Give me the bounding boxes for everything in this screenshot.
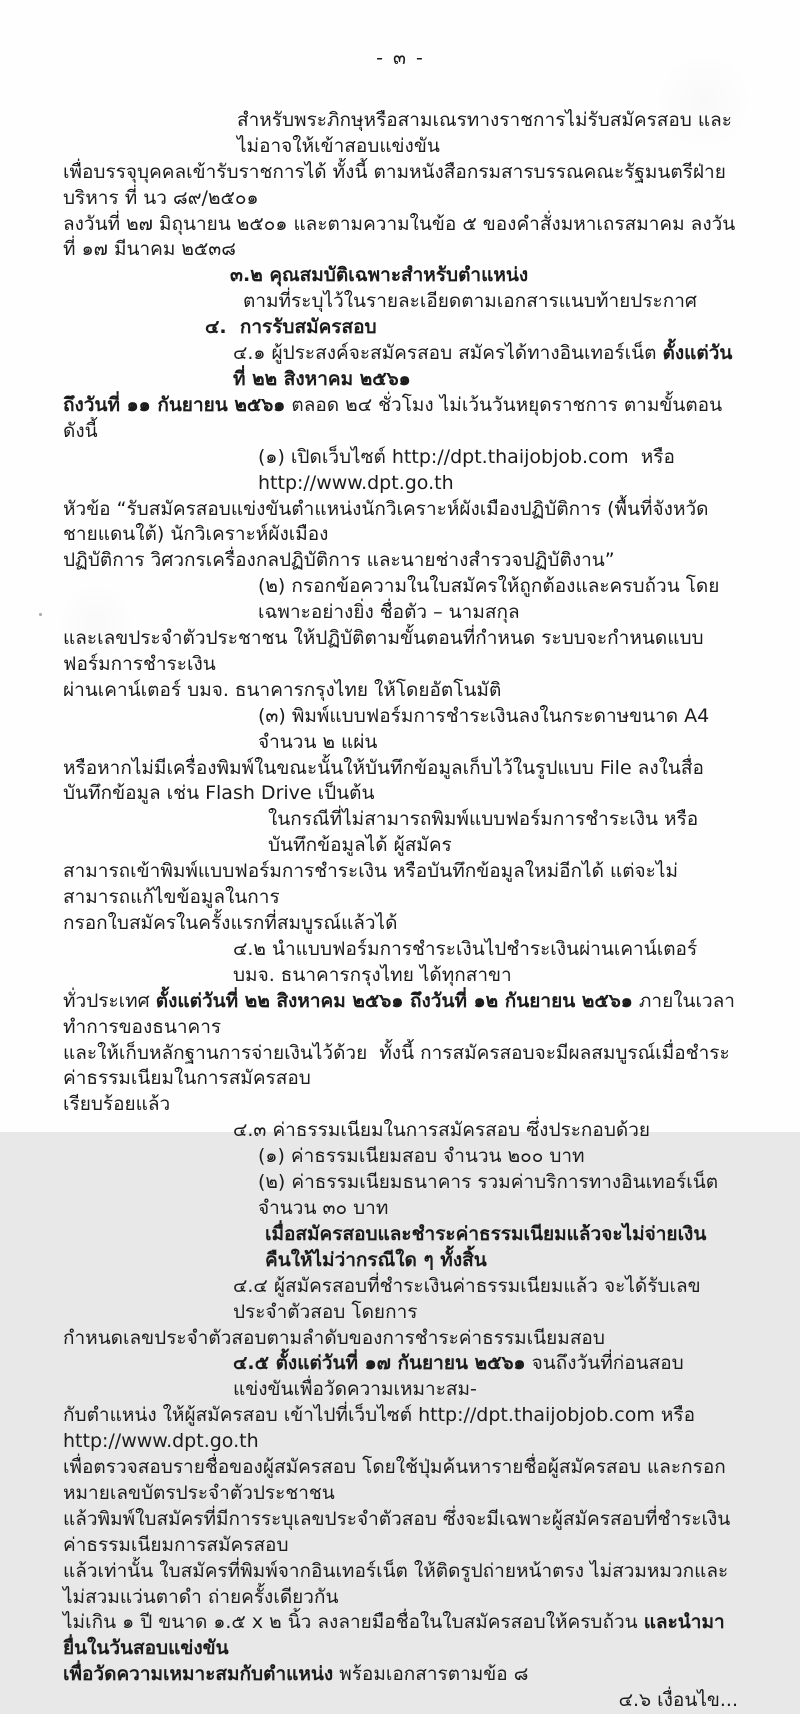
bold-text-segment: เมื่อสมัครสอบและชำระค่าธรรมเนียมแล้วจะไม่จ่ายเงินคืนให้ไม่ว่ากรณีใด ๆ ทั้งสิ้น [265,1222,707,1271]
text-segment: กับตำแหน่ง ให้ผู้สมัครสอบ เข้าไปที่เว็บไซต์ http://dpt.thaijobjob.com หรือ http://www.dpt.go.th [63,1404,702,1453]
no-refund-note [63,1222,738,1274]
text-line [63,1326,738,1352]
clause-4-5 [63,1351,738,1403]
text-line [63,212,738,264]
text-line [63,1092,738,1118]
text-segment: ๔.๑ ผู้ประสงค์จะสมัครสอบ สมัครได้ทางอินเทอร์เน็ต [233,342,663,365]
text-line [63,160,738,212]
bold-text-segment: ๔.๕ ตั้งแต่วันที่ ๑๗ กันยายน ๒๕๖๑ [233,1352,526,1375]
text-line [63,626,738,678]
bold-text-segment: เพื่อวัดความเหมาะสมกับตำแหน่ง [63,1663,334,1686]
scan-speck [39,613,42,616]
text-line [63,548,738,574]
text-line [63,108,738,160]
bold-text-segment: ๓.๒ คุณสมบัติเฉพาะสำหรับตำแหน่ง [230,264,529,287]
text-line [63,289,738,315]
text-line [63,1455,738,1507]
text-segment: หัวข้อ “รับสมัครสอบแข่งขันตำแหน่งนักวิเคราะห์ผังเมืองปฏิบัติการ (พื้นที่จังหวัดชายแดนใต้) นักวิเคราะห์ผังเมือง [63,497,709,546]
text-line [63,807,738,859]
text-line [63,989,738,1041]
bold-text-segment: ๔. การรับสมัครสอบ [205,316,377,339]
text-segment: แล้วเท่านั้น ใบสมัครที่พิมพ์จากอินเทอร์เน็ต ให้ติดรูปถ่ายหน้าตรง ไม่สวมหมวกและไม่สวมแว่นตาดำ ถ่ายครั้งเดียวกัน [63,1559,729,1608]
text-line [63,393,738,445]
text-segment: ปฏิบัติการ วิศวกรเครื่องกลปฏิบัติการ และนายช่างสำรวจปฏิบัติงาน” [63,549,615,572]
text-segment: พร้อมเอกสารตามข้อ ๘ [333,1663,529,1686]
section-3-2-heading [63,263,738,289]
text-line [63,678,738,704]
text-segment: (๑) เปิดเว็บไซต์ http://dpt.thaijobjob.com หรือ http://www.dpt.go.th [258,445,681,494]
text-segment: ๔.๓ ค่าธรรมเนียมในการสมัครสอบ ซึ่งประกอบด้วย [233,1119,651,1142]
bold-text-segment: ตั้งแต่วันที่ ๒๒ สิงหาคม ๒๕๖๑ [233,342,733,390]
page-number [63,46,738,72]
text-segment: สามารถเข้าพิมพ์แบบฟอร์มการชำระเงิน หรือบันทึกข้อมูลใหม่อีกได้ แต่จะไม่สามารถแก้ไขข้อมูลในการ [63,860,678,909]
text-segment: ในกรณีที่ไม่สามารถพิมพ์แบบฟอร์มการชำระเงิน หรือบันทึกข้อมูลได้ ผู้สมัคร [268,808,699,857]
text-segment: ๔.๖ เงื่อนไข... [618,1689,738,1712]
text-line [63,497,738,549]
text-segment: (๑) ค่าธรรมเนียมสอบ จำนวน ๒๐๐ บาท [258,1145,585,1168]
clause-4-3 [63,1118,738,1144]
item-1 [63,445,738,497]
text-segment: ทั่วประเทศ [63,989,156,1012]
text-segment: กำหนดเลขประจำตัวสอบตามลำดับของการชำระค่าธรรมเนียมสอบ [63,1326,605,1349]
text-segment: (๒) ค่าธรรมเนียมธนาคาร รวมค่าบริการทางอินเทอร์เน็ต จำนวน ๓๐ บาท [258,1171,725,1219]
text-segment: เพื่อบรรจุบุคคลเข้ารับราชการได้ ทั้งนี้ ตามหนังสือกรมสารบรรณคณะรัฐมนตรีฝ่ายบริหาร ที่ นว ๘๙/๒๕๐๑ [63,160,726,209]
document-lines [63,46,738,1714]
text-segment: เรียบร้อยแล้ว [63,1093,171,1116]
text-line [63,1662,738,1688]
item-2 [63,574,738,626]
text-line [63,756,738,808]
text-line [63,1041,738,1093]
text-segment: ไม่เกิน ๑ ปี ขนาด ๑.๕ x ๒ นิ้ว ลงลายมือชื่อในใบสมัครสอบให้ครบถ้วน [63,1611,644,1634]
continuation-marker [63,1688,738,1714]
clause-4-4 [63,1274,738,1326]
fee-item-1 [63,1144,738,1170]
text-segment: ลงวันที่ ๒๗ มิถุนายน ๒๕๐๑ และตามความในข้อ ๕ ของคำสั่งมหาเถรสมาคม ลงวันที่ ๑๗ มีนาคม ๒๕๓๘ [63,212,736,261]
text-segment: หรือหากไม่มีเครื่องพิมพ์ในขณะนั้นให้บันทึกข้อมูลเก็บไว้ในรูปแบบ File ลงในสื่อบันทึกข้อมูล เช่น Flash Drive เป็นต้น [63,756,704,805]
text-segment: (๓) พิมพ์แบบฟอร์มการชำระเงินลงในกระดาษขนาด A4 จำนวน ๒ แผ่น [258,704,716,753]
section-4-heading [63,315,738,341]
fee-item-2 [63,1170,738,1222]
text-segment: - ๓ - [376,47,425,69]
text-segment: แล้วพิมพ์ใบสมัครที่มีการระบุเลขประจำตัวสอบ ซึ่งจะมีเฉพาะผู้สมัครสอบที่ชำระเงินค่าธรรมเนียมการสมัครสอบ [63,1507,731,1556]
text-segment: สำหรับพระภิกษุหรือสามเณรทางราชการไม่รับสมัครสอบ และไม่อาจให้เข้าสอบแข่งขัน [237,108,733,157]
text-line [63,1403,738,1455]
bold-text-segment: และนำมายื่นในวันสอบแข่งขัน [63,1611,725,1660]
text-segment: และให้เก็บหลักฐานการจ่ายเงินไว้ด้วย ทั้งนี้ การสมัครสอบจะมีผลสมบูรณ์เมื่อชำระค่าธรรมเนียมในการสมัครสอบ [63,1041,730,1090]
text-line [63,859,738,911]
text-segment: ภายในเวลาทำการของธนาคาร [63,989,735,1038]
bold-text-segment: ตั้งแต่วันที่ ๒๒ สิงหาคม ๒๕๖๑ ถึงวันที่ ๑๒ กันยายน ๒๕๖๑ [155,989,633,1012]
text-segment: เพื่อตรวจสอบรายชื่อของผู้สมัครสอบ โดยใช้ปุ่มค้นหารายชื่อผู้สมัครสอบ และกรอกหมายเลขบัตรประจำตัวประชาชน [63,1456,726,1504]
text-segment: และเลขประจำตัวประชาชน ให้ปฏิบัติตามขั้นตอนที่กำหนด ระบบจะกำหนดแบบฟอร์มการชำระเงิน [63,627,704,675]
text-segment: ๔.๒ นำแบบฟอร์มการชำระเงินไปชำระเงินผ่านเคาน์เตอร์ บมจ. ธนาคารกรุงไทย ได้ทุกสาขา [233,937,704,986]
clause-4-2 [63,937,738,989]
text-segment: กรอกใบสมัครในครั้งแรกที่สมบูรณ์แล้วได้ [63,912,398,934]
clause-4-1 [63,341,738,393]
text-segment: จนถึงวันที่ก่อนสอบแข่งขันเพื่อวัดความเหมาะสม- [233,1352,684,1401]
text-segment: ๔.๔ ผู้สมัครสอบที่ชำระเงินค่าธรรมเนียมแล้ว จะได้รับเลขประจำตัวสอบ โดยการ [233,1274,701,1323]
text-line [63,911,738,937]
text-segment: ผ่านเคาน์เตอร์ บมจ. ธนาคารกรุงไทย ให้โดยอัตโนมัติ [63,678,502,701]
text-line [63,1610,738,1662]
text-line [63,1507,738,1559]
text-segment: ตลอด ๒๔ ชั่วโมง ไม่เว้นวันหยุดราชการ ตามขั้นตอน ดังนี้ [63,393,729,442]
text-line [63,1559,738,1611]
text-segment: (๒) กรอกข้อความในใบสมัครให้ถูกต้องและครบถ้วน โดยเฉพาะอย่างยิ่ง ชื่อตัว – นามสกุล [258,575,720,624]
bold-text-segment: ถึงวันที่ ๑๑ กันยายน ๒๕๖๑ [63,393,286,416]
text-segment: ตามที่ระบุไว้ในรายละเอียดตามเอกสารแนบท้ายประกาศ [243,290,697,313]
item-3 [63,704,738,756]
